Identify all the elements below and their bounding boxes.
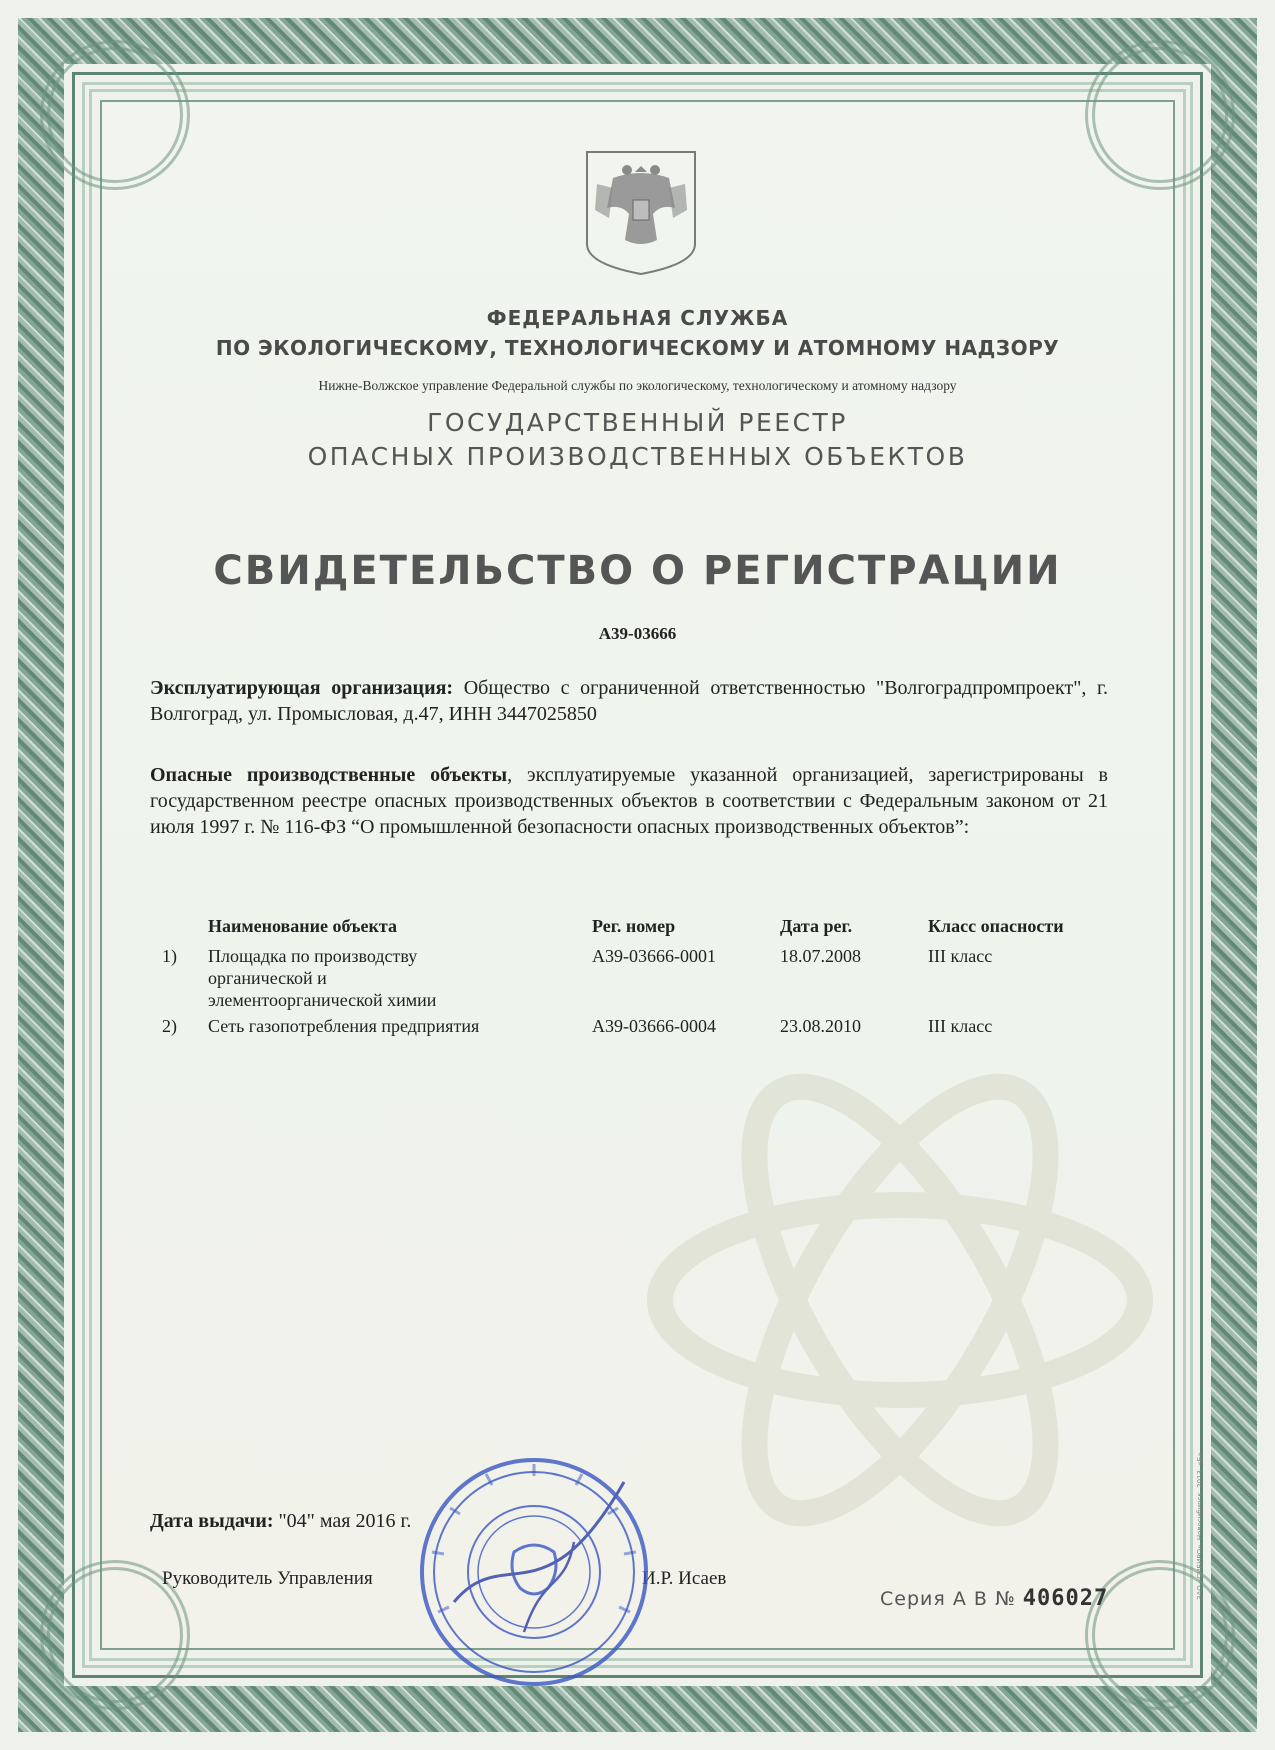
object-name: органической и xyxy=(208,968,327,988)
issue-date-value: "04" мая 2016 г. xyxy=(273,1510,412,1532)
series-number xyxy=(880,1586,1108,1611)
table-row-continuation xyxy=(162,989,1102,1011)
organization-label: Эксплуатирующая организация: xyxy=(150,677,454,699)
issue-date-label: Дата выдачи: xyxy=(150,1510,274,1532)
corner-ornament xyxy=(40,40,190,190)
object-name: Сеть газопотребления предприятия xyxy=(208,1016,480,1036)
signatory-role: Руководитель Управления xyxy=(162,1568,373,1589)
objects-table xyxy=(162,915,1102,1037)
organization-paragraph xyxy=(150,675,1108,727)
registry-title-line2: ОПАСНЫХ ПРОИЗВОДСТВЕННЫХ ОБЪЕКТОВ xyxy=(307,442,968,471)
object-reg-date: 18.07.2008 xyxy=(780,946,861,966)
object-reg-no: А39-03666-0004 xyxy=(592,1016,716,1036)
table-row-continuation xyxy=(162,967,1102,989)
service-name-line1: ФЕДЕРАЛЬНАЯ СЛУЖБА xyxy=(486,306,789,330)
service-name-line2: ПО ЭКОЛОГИЧЕСКОМУ, ТЕХНОЛОГИЧЕСКОМУ И АТОМНОМУ НАДЗОРУ xyxy=(215,336,1060,360)
object-hazard-class: III класс xyxy=(928,946,993,966)
series-num: 406027 xyxy=(1022,1586,1109,1611)
certificate-title: СВИДЕТЕЛЬСТВО О РЕГИСТРАЦИИ xyxy=(213,548,1062,594)
object-reg-date: 23.08.2010 xyxy=(780,1016,861,1036)
header-hazard-class: Класс опасности xyxy=(928,916,1064,936)
corner-ornament xyxy=(1085,40,1235,190)
registry-title-line1: ГОСУДАРСТВЕННЫЙ РЕЕСТР xyxy=(427,408,848,437)
object-name: элементоорганической химии xyxy=(208,990,437,1010)
signatory-name: И.Р. Исаев xyxy=(642,1568,727,1589)
department-name: Нижне-Волжское управление Федеральной службы по экологическому, технологическому и атомному надзору xyxy=(318,378,957,393)
table-row xyxy=(162,945,1102,967)
header-name: Наименование объекта xyxy=(208,916,397,936)
row-number: 1) xyxy=(162,946,177,966)
series-label: Серия xyxy=(880,1588,946,1610)
object-reg-no: А39-03666-0001 xyxy=(592,946,716,966)
object-hazard-class: III класс xyxy=(928,1016,993,1036)
corner-ornament xyxy=(1085,1560,1235,1710)
table-header-row xyxy=(162,915,1102,937)
row-number: 2) xyxy=(162,1016,177,1036)
issue-date xyxy=(150,1510,411,1533)
header-reg-no: Рег. номер xyxy=(592,916,676,936)
atom-watermark xyxy=(640,1040,1160,1560)
coat-of-arms-icon xyxy=(583,148,699,276)
printer-imprint: ЗАО «СИБИРО», Новосибирск, 2013, «Б» xyxy=(1196,1452,1204,1600)
object-name: Площадка по производству xyxy=(208,946,418,966)
series-letters: А В xyxy=(952,1588,988,1610)
organization-text: Общество с ограниченной ответственностью "Волгоградпромпроект", г. Волгоград, ул. Промысловая, д.47, ИНН 3447025850 xyxy=(150,677,1108,725)
certificate-number: А39-03666 xyxy=(598,624,677,643)
objects-text: , эксплуатируемые указанной организацией, зарегистрированы в государственном реестре опасных производственных объектов в соответствии с Федеральным законом от 21 июля 1997 г. № 116-ФЗ “О промышленной безопасности опасных производственных объектов”: xyxy=(150,764,1109,838)
header-reg-date: Дата рег. xyxy=(780,916,853,936)
official-stamp-icon xyxy=(414,1452,654,1692)
objects-paragraph xyxy=(150,762,1108,840)
objects-label: Опасные производственные объекты xyxy=(150,764,508,786)
table-row xyxy=(162,1015,1102,1037)
series-no-sign: № xyxy=(994,1588,1016,1610)
